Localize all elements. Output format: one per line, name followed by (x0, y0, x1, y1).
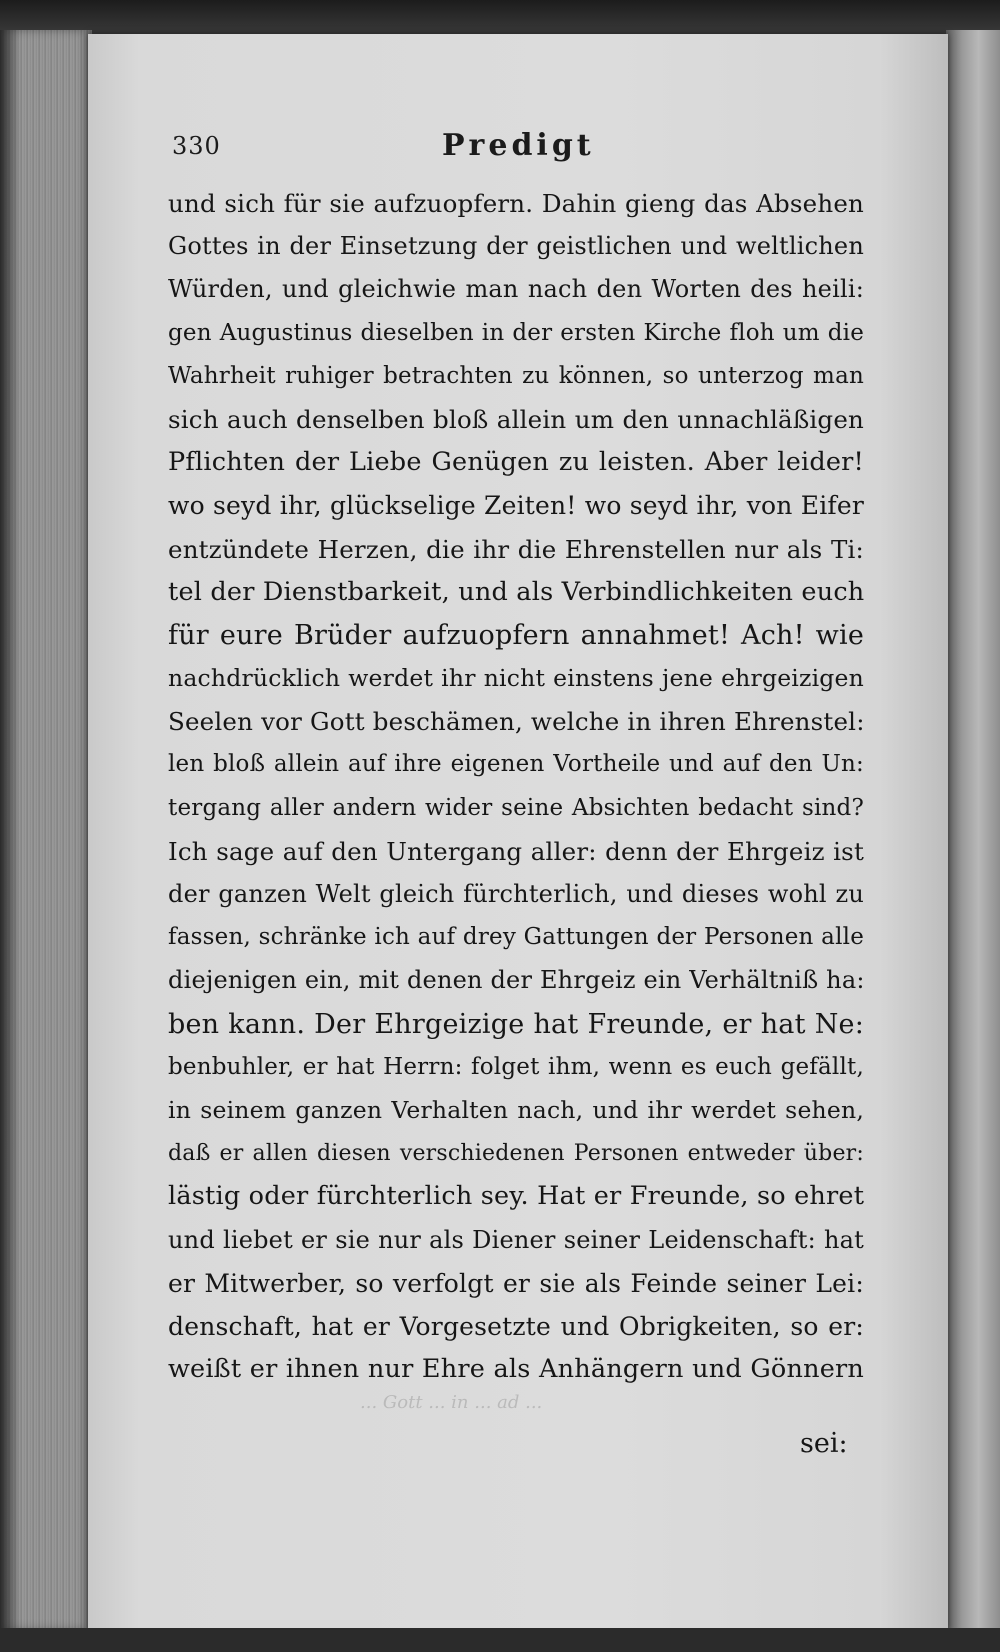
text-line: len bloß allein auf ihre eigenen Vortheile und auf den Un: (168, 751, 864, 778)
scan-bottom-edge (0, 1628, 1000, 1652)
body-text (168, 182, 864, 1391)
catchword: sei: (800, 1428, 848, 1459)
text-line: Wahrheit ruhiger betrachten zu können, so unterzog man (168, 362, 864, 389)
page-block-shade (0, 30, 20, 1630)
text-line: Würden, und gleichwie man nach den Worten des heili: (168, 275, 864, 304)
text-line: Gottes in der Einsetzung der geistlichen und weltlichen (168, 232, 864, 261)
text-line: tergang aller andern wider seine Absichten bedacht sind? (168, 794, 864, 821)
text-line: der ganzen Welt gleich fürchterlich, und dieses wohl zu (168, 880, 864, 908)
text-line: diejenigen ein, mit denen der Ehrgeiz ein Verhältniß ha: (168, 966, 865, 995)
bleed-through-text: ... Gott ... in ... ad ... (360, 1392, 543, 1413)
running-head: Predigt (442, 128, 595, 163)
text-line: tel der Dienstbarkeit, und als Verbindlichkeiten euch (168, 576, 865, 607)
text-line: in seinem ganzen Verhalten nach, und ihr werdet sehen, (168, 1095, 864, 1124)
text-line: benbuhler, er hat Herrn: folget ihm, wenn es euch gefällt, (168, 1053, 864, 1080)
text-line: nachdrücklich werdet ihr nicht einstens jene ehrgeizigen (168, 664, 864, 693)
scan-top-edge (0, 0, 1000, 38)
text-line: und sich für sie aufzuopfern. Dahin gieng das Absehen (168, 189, 864, 218)
text-line: für eure Brüder aufzuopfern annahmet! Ach! wie (168, 619, 864, 651)
text-line: wo seyd ihr, glückselige Zeiten! wo seyd ihr, von Eifer (168, 491, 864, 521)
page-header (172, 128, 862, 168)
text-line: Pflichten der Liebe Genügen zu leisten. Aber leider! (168, 447, 864, 478)
text-line: sich auch denselben bloß allein um den unnachläßigen (168, 404, 864, 434)
text-line: lästig oder fürchterlich sey. Hat er Freunde, so ehret (168, 1181, 865, 1212)
text-line: Seelen vor Gott beschämen, welche in ihren Ehrenstel: (168, 707, 865, 737)
text-line: er Mitwerber, so verfolgt er sie als Feinde seiner Lei: (168, 1268, 864, 1298)
next-page-edge (946, 30, 1000, 1630)
text-line: ben kann. Der Ehrgeizige hat Freunde, er hat Ne: (168, 1008, 864, 1040)
text-line: entzündete Herzen, die ihr die Ehrenstellen nur als Ti: (168, 534, 864, 564)
page-number: 330 (172, 132, 221, 160)
text-line: daß er allen diesen verschiedenen Personen entweder über: (168, 1141, 864, 1167)
text-line: Ich sage auf den Untergang aller: denn der Ehrgeiz ist (168, 836, 864, 866)
text-line: gen Augustinus dieselben in der ersten Kirche floh um die (168, 319, 864, 346)
text-line: weißt er ihnen nur Ehre als Anhängern und Gönnern (168, 1354, 864, 1385)
text-line: und liebet er sie nur als Diener seiner Leidenschaft: hat (168, 1225, 864, 1254)
text-line: denschaft, hat er Vorgesetzte und Obrigkeiten, so er: (168, 1311, 864, 1341)
text-line: fassen, schränke ich auf drey Gattungen der Personen alle (168, 924, 864, 951)
